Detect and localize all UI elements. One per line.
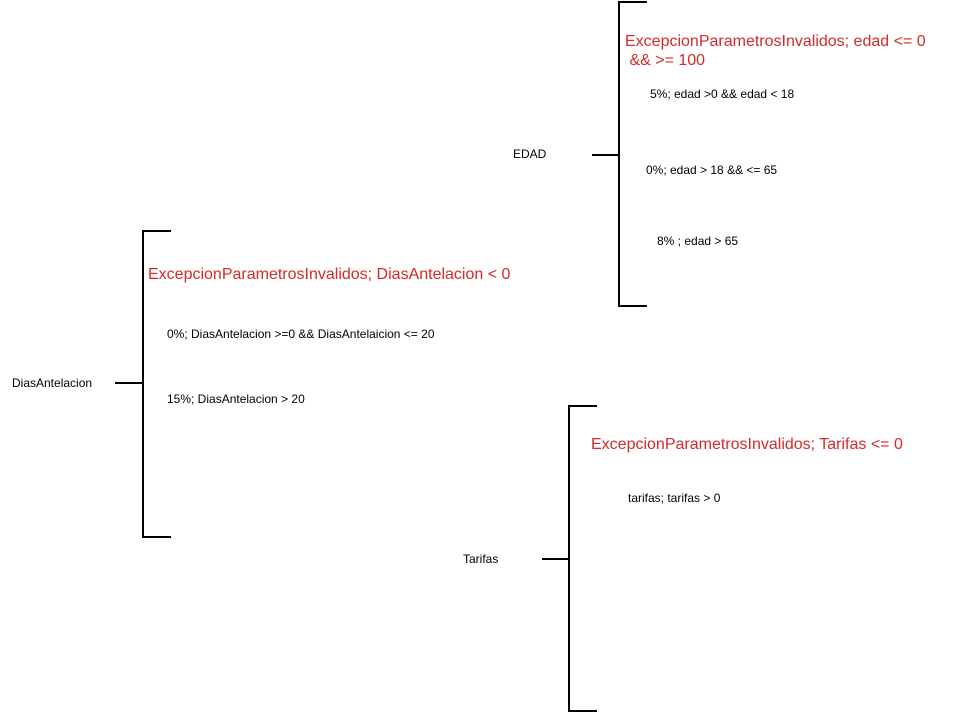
dias-exception-label: ExcepcionParametrosInvalidos; DiasAntelacion < 0 bbox=[148, 266, 511, 283]
edad-item-1: 5%; edad >0 && edad < 18 bbox=[650, 87, 795, 101]
edad-item-3: 8% ; edad > 65 bbox=[657, 234, 739, 248]
dias-item-1: 0%; DiasAntelacion >=0 && DiasAntelaicion <= 20 bbox=[167, 327, 435, 341]
dias-root-label: DiasAntelacion bbox=[12, 376, 93, 390]
edad-exception-label: ExcepcionParametrosInvalidos; edad <= 0 && >= 100 bbox=[625, 33, 926, 69]
dias-item-2: 15%; DiasAntelacion > 20 bbox=[167, 392, 305, 406]
edad-root-label: EDAD bbox=[513, 147, 547, 161]
edad-item-2: 0%; edad > 18 && <= 65 bbox=[646, 163, 778, 177]
tarifas-bracket bbox=[542, 406, 597, 711]
tarifas-root-label: Tarifas bbox=[463, 552, 499, 566]
tarifas-item-1: tarifas; tarifas > 0 bbox=[628, 491, 721, 505]
tarifas-exception-label: ExcepcionParametrosInvalidos; Tarifas <= 0 bbox=[591, 436, 903, 453]
